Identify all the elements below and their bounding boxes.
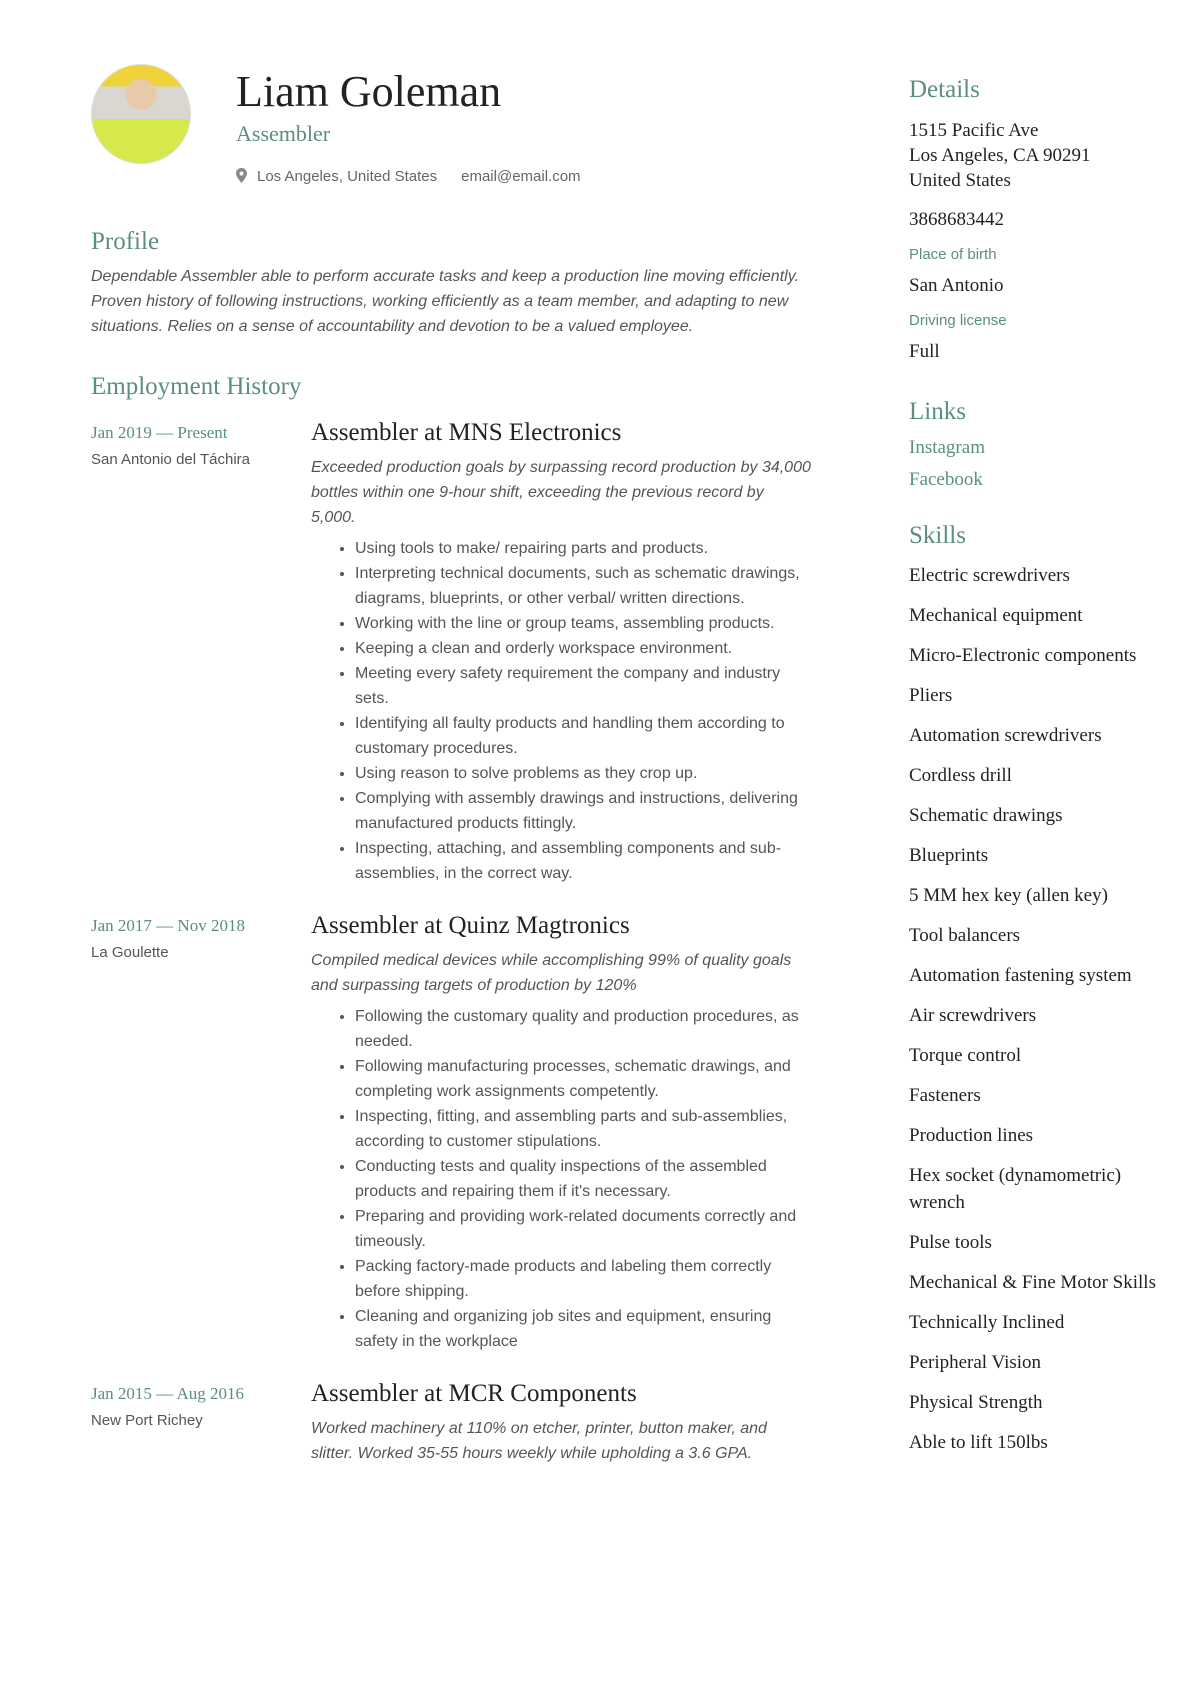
job-title: Assembler at MCR Components [311, 1380, 637, 1407]
phone: 3868683442 [909, 209, 1004, 230]
job-location: La Goulette [91, 944, 169, 961]
address-line: Los Angeles, CA 90291 [909, 145, 1091, 166]
address-line: United States [909, 170, 1011, 191]
job-bullet: • Preparing and providing work-related documents correctly and timeously. [355, 1204, 811, 1254]
job-bullet: • Working with the line or group teams, assembling products. [355, 611, 811, 636]
location-text: Los Angeles, United States [257, 168, 438, 185]
job-title: Assembler at Quinz Magtronics [311, 912, 630, 939]
job-bullet: • Keeping a clean and orderly workspace environment. [355, 636, 811, 661]
job-bullets [311, 1004, 811, 1354]
skill-item: Air screwdrivers [909, 1005, 1037, 1026]
skill-item: Schematic drawings [909, 805, 1063, 826]
avatar [91, 64, 191, 164]
place-of-birth: San Antonio [909, 275, 1004, 296]
job-bullet: • Following the customary quality and production procedures, as needed. [355, 1004, 811, 1054]
skill-item: Mechanical equipment [909, 605, 1083, 626]
place-of-birth-label: Place of birth [909, 246, 997, 263]
skills-list [909, 562, 1159, 1456]
job-list [91, 419, 811, 1466]
job-bullet: • Complying with assembly drawings and instructions, delivering manufactured products fittingly. [355, 786, 811, 836]
skill-item: 5 MM hex key (allen key) [909, 885, 1108, 906]
links-heading: Links [909, 398, 966, 425]
skill-item: Blueprints [909, 845, 989, 866]
job-bullets [311, 536, 811, 886]
job-entry [91, 1380, 811, 1466]
job-dates: Jan 2015 — Aug 2016 [91, 1384, 244, 1403]
location-pin-icon [236, 168, 247, 183]
sidebar [909, 76, 1159, 1469]
skill-item: Micro-Electronic components [909, 645, 1137, 666]
skill-item: Able to lift 150lbs [909, 1432, 1048, 1453]
job-bullet: • Inspecting, fitting, and assembling parts and sub-assemblies, according to customer stipulations. [355, 1104, 811, 1154]
candidate-name: Liam Goleman [236, 67, 502, 116]
job-description: Exceeded production goals by surpassing record production by 34,000 bottles within one 9-hour shift, exceeding the previous record by 5,000. [311, 459, 811, 526]
job-bullet: • Interpreting technical documents, such as schematic drawings, diagrams, blueprints, or other verbal/ written directions. [355, 561, 811, 611]
job-bullet: • Using tools to make/ repairing parts and products. [355, 536, 811, 561]
link-facebook[interactable]: Facebook [909, 469, 983, 490]
skill-item: Pulse tools [909, 1232, 992, 1253]
job-dates: Jan 2017 — Nov 2018 [91, 916, 245, 935]
skill-item: Torque control [909, 1045, 1022, 1066]
job-location: San Antonio del Táchira [91, 451, 251, 468]
skill-item: Hex socket (dynamometric) wrench [909, 1165, 1122, 1213]
job-dates: Jan 2019 — Present [91, 423, 228, 442]
job-entry [91, 419, 811, 886]
job-bullet: • Following manufacturing processes, schematic drawings, and completing work assignments competently. [355, 1054, 811, 1104]
main-column [91, 228, 811, 1466]
job-description: Worked machinery at 110% on etcher, printer, button maker, and slitter. Worked 35-55 hours weekly while upholding a 3.6 GPA. [311, 1420, 767, 1462]
skill-item: Cordless drill [909, 765, 1012, 786]
skill-item: Fasteners [909, 1085, 981, 1106]
job-title: Assembler at MNS Electronics [311, 419, 622, 446]
employment-heading: Employment History [91, 373, 302, 400]
driving-license: Full [909, 341, 940, 362]
skill-item: Automation screwdrivers [909, 725, 1102, 746]
profile-heading: Profile [91, 228, 160, 255]
skill-item: Technically Inclined [909, 1312, 1065, 1333]
skill-item: Tool balancers [909, 925, 1021, 946]
job-bullet: • Inspecting, attaching, and assembling components and sub-assemblies, in the correct way. [355, 836, 811, 886]
skill-item: Physical Strength [909, 1392, 1043, 1413]
job-description: Compiled medical devices while accomplishing 99% of quality goals and surpassing targets of production by 120% [311, 952, 792, 994]
skills-heading: Skills [909, 522, 966, 549]
email[interactable]: email@email.com [461, 168, 581, 185]
driving-license-label: Driving license [909, 312, 1007, 329]
job-bullet: • Using reason to solve problems as they crop up. [355, 761, 811, 786]
job-bullet: • Identifying all faulty products and handling them according to customary procedures. [355, 711, 811, 761]
job-bullet: • Cleaning and organizing job sites and equipment, ensuring safety in the workplace [355, 1304, 811, 1354]
address-line: 1515 Pacific Ave [909, 120, 1039, 141]
job-bullet: • Meeting every safety requirement the company and industry sets. [355, 661, 811, 711]
location [236, 168, 437, 185]
skill-item: Automation fastening system [909, 965, 1132, 986]
skill-item: Production lines [909, 1125, 1034, 1146]
skill-item: Electric screwdrivers [909, 565, 1070, 586]
candidate-job-title: Assembler [236, 121, 331, 146]
skill-item: Mechanical & Fine Motor Skills [909, 1272, 1156, 1293]
link-instagram[interactable]: Instagram [909, 437, 985, 458]
job-entry [91, 912, 811, 1354]
contact-line [236, 168, 581, 185]
job-bullet: • Conducting tests and quality inspections of the assembled products and repairing them if it's necessary. [355, 1154, 811, 1204]
job-location: New Port Richey [91, 1412, 203, 1429]
skill-item: Pliers [909, 685, 953, 706]
details-heading: Details [909, 76, 980, 103]
profile-text: Dependable Assembler able to perform accurate tasks and keep a production line moving efficiently. Proven history of following instructions, working efficiently as a team member, and adapting to new situations. Relies on a sense of accountability and devotion to be a valued employee. [91, 268, 799, 335]
job-bullet: • Packing factory-made products and labeling them correctly before shipping. [355, 1254, 811, 1304]
skill-item: Peripheral Vision [909, 1352, 1042, 1373]
